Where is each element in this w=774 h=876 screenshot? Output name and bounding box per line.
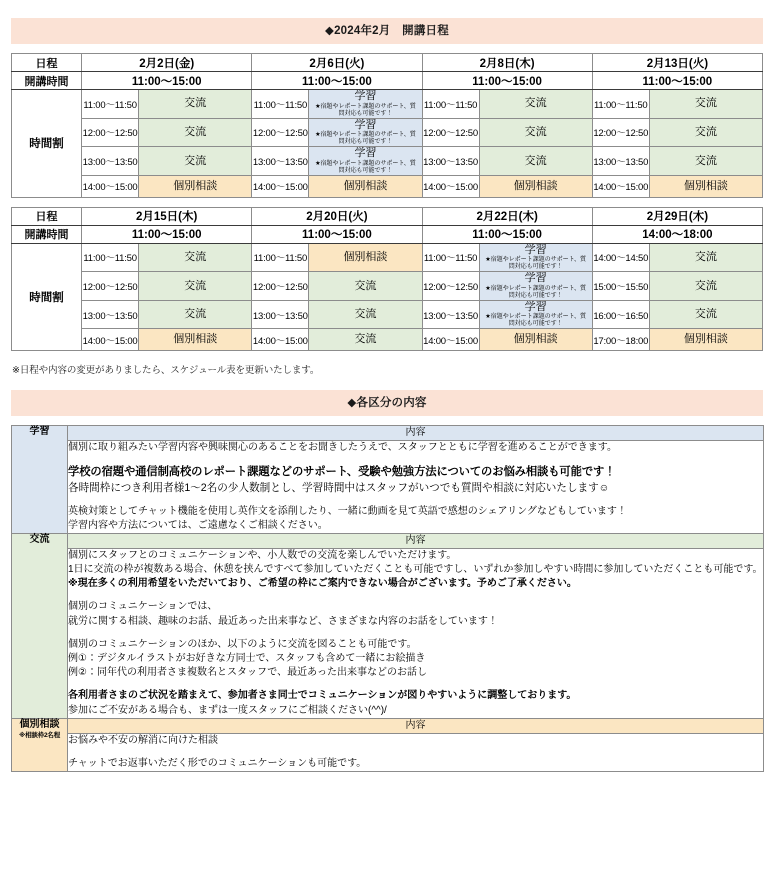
slot-activity-consult: 個別相談 xyxy=(309,175,422,197)
detail-column-header: 内容 xyxy=(68,426,764,441)
slot-time: 14:00〜15:00 xyxy=(252,329,309,351)
slot-activity-exchange: 交流 xyxy=(139,118,252,147)
detail-paragraph: 例②：同年代の利用者さま複数名とスタッフで、最近あった出来事などのお話し xyxy=(68,667,427,679)
detail-body-row xyxy=(12,548,764,718)
slot-activity-title: 学習 xyxy=(524,243,547,256)
slot-activity-study xyxy=(479,272,592,301)
detail-paragraph: 例①：デジタルイラストがお好きな方同士で、スタッフも含めて一緒にお絵描き xyxy=(68,653,426,665)
slot-activity-exchange: 交流 xyxy=(479,147,592,176)
slot-activity-exchange: 交流 xyxy=(309,329,422,351)
slot-activity-exchange: 交流 xyxy=(309,272,422,301)
detail-paragraph: 1日に交流の枠が複数ある場合、休憩を挟んですべて参加していただくことも可能ですし、いずれか参加しやすい時間に参加していただくことも可能です。 xyxy=(68,564,763,576)
detail-category-label-text: 交流 xyxy=(29,533,50,545)
slot-time: 13:00〜13:50 xyxy=(82,300,139,329)
schedule-opentime-cell: 11:00〜15:00 xyxy=(82,225,252,243)
schedule-slot-row xyxy=(12,272,763,301)
slot-time: 14:00〜15:00 xyxy=(422,329,479,351)
schedule-section-banner: ◆2024年2月 開講日程 xyxy=(11,18,763,44)
slot-activity-exchange: 交流 xyxy=(309,300,422,329)
slot-time: 12:00〜12:50 xyxy=(82,272,139,301)
slot-activity-consult: 個別相談 xyxy=(649,175,762,197)
slot-activity-exchange: 交流 xyxy=(649,147,762,176)
slot-activity-exchange: 交流 xyxy=(649,118,762,147)
schedule-date-cell: 2月8日(木) xyxy=(422,54,592,72)
detail-paragraph: 学校の宿題や通信制高校のレポート課題などのサポート、受験や勉強方法についてのお悩み相談も可能です！ xyxy=(68,466,616,479)
slot-activity-exchange: 交流 xyxy=(649,272,762,301)
slot-activity-title: 学習 xyxy=(524,272,547,285)
schedule-opentime-cell: 11:00〜15:00 xyxy=(422,72,592,90)
schedule-date-cell: 2月13日(火) xyxy=(592,54,762,72)
detail-header-row xyxy=(12,533,764,548)
detail-paragraph: 学習内容や方法については、ご遠慮なくご相談ください。 xyxy=(68,519,328,531)
slot-activity-exchange: 交流 xyxy=(479,90,592,119)
slot-activity-exchange: 交流 xyxy=(139,243,252,272)
slot-activity-exchange: 交流 xyxy=(139,300,252,329)
label-timetable: 時間割 xyxy=(12,243,82,351)
slot-activity-study xyxy=(479,300,592,329)
schedule-footnote: ※日程や内容の変更がありましたら、スケジュール表を更新いたします。 xyxy=(12,365,320,377)
detail-section-banner: ◆各区分の内容 xyxy=(11,390,763,416)
schedule-slot-row xyxy=(12,147,763,176)
slot-activity-exchange: 交流 xyxy=(139,90,252,119)
detail-paragraph: 就労に関する相談、趣味のお話、最近あった出来事など、さまざまな内容のお話をしています！ xyxy=(68,615,498,627)
schedule-table xyxy=(11,53,763,198)
slot-time: 11:00〜11:50 xyxy=(82,243,139,272)
slot-time: 11:00〜11:50 xyxy=(422,243,479,272)
slot-time: 11:00〜11:50 xyxy=(592,90,649,119)
slot-activity-study xyxy=(309,147,422,176)
slot-time: 14:00〜15:00 xyxy=(422,175,479,197)
schedule-opentime-cell: 14:00〜18:00 xyxy=(592,225,762,243)
detail-paragraph: 個別にスタッフとのコミュニケーションや、小人数での交流を楽しんでいただけます。 xyxy=(68,549,457,561)
detail-category-body xyxy=(68,441,764,534)
slot-time: 13:00〜13:50 xyxy=(82,147,139,176)
schedule-date-cell: 2月2日(金) xyxy=(82,54,252,72)
slot-activity-consult: 個別相談 xyxy=(479,329,592,351)
slot-time: 16:00〜16:50 xyxy=(592,300,649,329)
label-date: 日程 xyxy=(12,54,82,72)
detail-category-label-text: 学習 xyxy=(29,426,50,438)
detail-paragraph: 個別に取り組みたい学習内容や興味関心のあることをお聞きしたうえで、スタッフとともに学習を進めることができます。 xyxy=(68,442,617,454)
slot-activity-consult: 個別相談 xyxy=(479,175,592,197)
slot-time: 15:00〜15:50 xyxy=(592,272,649,301)
slot-time: 11:00〜11:50 xyxy=(82,90,139,119)
detail-category-body xyxy=(68,733,764,771)
slot-activity-note: ★宿題やレポート課題のサポート、質問対応も可能です！ xyxy=(315,102,416,117)
slot-time: 12:00〜12:50 xyxy=(252,272,309,301)
slot-time: 13:00〜13:50 xyxy=(252,300,309,329)
slot-activity-note: ★宿題やレポート課題のサポート、質問対応も可能です！ xyxy=(485,313,587,328)
schedule-table xyxy=(11,207,763,352)
detail-category-label xyxy=(12,533,68,718)
slot-time: 11:00〜11:50 xyxy=(252,243,309,272)
slot-time: 12:00〜12:50 xyxy=(422,118,479,147)
slot-activity-exchange: 交流 xyxy=(649,90,762,119)
detail-paragraph: 個別のコミュニケーションのほか、以下のように交流を図ることも可能です。 xyxy=(68,638,417,650)
slot-time: 12:00〜12:50 xyxy=(422,272,479,301)
detail-column-header: 内容 xyxy=(68,718,764,733)
schedule-date-row xyxy=(12,207,763,225)
slot-activity-exchange: 交流 xyxy=(649,300,762,329)
slot-time: 14:00〜15:00 xyxy=(82,329,139,351)
detail-body-row xyxy=(12,441,764,534)
detail-header-row xyxy=(12,718,764,733)
schedule-slot-row xyxy=(12,175,763,197)
label-open-time: 開講時間 xyxy=(12,225,82,243)
detail-column-header: 内容 xyxy=(68,533,764,548)
schedule-slot-row xyxy=(12,300,763,329)
schedule-tables-container xyxy=(11,53,763,351)
schedule-date-row xyxy=(12,54,763,72)
slot-time: 14:00〜14:50 xyxy=(592,243,649,272)
slot-time: 13:00〜13:50 xyxy=(252,147,309,176)
slot-activity-consult: 個別相談 xyxy=(139,175,252,197)
slot-time: 11:00〜11:50 xyxy=(252,90,309,119)
detail-category-label xyxy=(12,426,68,534)
schedule-opentime-cell: 11:00〜15:00 xyxy=(252,225,422,243)
page-root xyxy=(0,18,774,876)
detail-header-row xyxy=(12,426,764,441)
schedule-slot-row xyxy=(12,90,763,119)
slot-activity-title: 学習 xyxy=(524,300,547,313)
schedule-date-cell: 2月15日(木) xyxy=(82,207,252,225)
schedule-opentime-cell: 11:00〜15:00 xyxy=(422,225,592,243)
slot-activity-consult: 個別相談 xyxy=(649,329,762,351)
label-open-time: 開講時間 xyxy=(12,72,82,90)
schedule-slot-row xyxy=(12,243,763,272)
slot-activity-study xyxy=(309,118,422,147)
detail-category-sublabel: ※相談枠2名程 xyxy=(18,732,61,740)
detail-body-row xyxy=(12,733,764,771)
slot-time: 12:00〜12:50 xyxy=(592,118,649,147)
detail-paragraph: ※現在多くの利用希望をいただいており、ご希望の枠にご案内できない場合がございます。予めご了承ください。 xyxy=(68,578,577,590)
slot-activity-note: ★宿題やレポート課題のサポート、質問対応も可能です！ xyxy=(485,256,587,271)
slot-activity-title: 学習 xyxy=(354,90,377,102)
detail-table xyxy=(11,425,764,772)
slot-activity-consult: 個別相談 xyxy=(139,329,252,351)
slot-time: 13:00〜13:50 xyxy=(422,300,479,329)
detail-paragraph: 各利用者さまのご状況を踏まえて、参加者さま同士でコミュニケーションが図りやすいように調整しております。 xyxy=(68,690,577,702)
schedule-slot-row xyxy=(12,329,763,351)
schedule-opentime-cell: 11:00〜15:00 xyxy=(592,72,762,90)
slot-time: 13:00〜13:50 xyxy=(422,147,479,176)
slot-time: 12:00〜12:50 xyxy=(252,118,309,147)
slot-time: 14:00〜15:00 xyxy=(252,175,309,197)
slot-time: 11:00〜11:50 xyxy=(422,90,479,119)
slot-activity-exchange: 交流 xyxy=(139,272,252,301)
slot-activity-note: ★宿題やレポート課題のサポート、質問対応も可能です！ xyxy=(315,159,416,174)
label-timetable: 時間割 xyxy=(12,90,82,198)
slot-activity-study xyxy=(479,243,592,272)
detail-category-body xyxy=(68,548,764,718)
detail-category-label-text: 個別相談 xyxy=(19,718,60,730)
schedule-date-cell: 2月29日(木) xyxy=(592,207,762,225)
slot-time: 12:00〜12:50 xyxy=(82,118,139,147)
slot-activity-study xyxy=(309,90,422,119)
detail-table-container xyxy=(11,425,763,772)
slot-activity-note: ★宿題やレポート課題のサポート、質問対応も可能です！ xyxy=(485,284,587,299)
slot-time: 14:00〜15:00 xyxy=(592,175,649,197)
detail-paragraph: お悩みや不安の解消に向けた相談 xyxy=(68,734,218,746)
slot-activity-note: ★宿題やレポート課題のサポート、質問対応も可能です！ xyxy=(315,131,416,146)
slot-time: 13:00〜13:50 xyxy=(592,147,649,176)
slot-activity-consult: 個別相談 xyxy=(309,243,422,272)
detail-category-label xyxy=(12,718,68,771)
schedule-opentime-cell: 11:00〜15:00 xyxy=(82,72,252,90)
slot-time: 14:00〜15:00 xyxy=(82,175,139,197)
slot-activity-exchange: 交流 xyxy=(649,243,762,272)
schedule-date-cell: 2月6日(火) xyxy=(252,54,422,72)
detail-paragraph: 個別のコミュニケーションでは、 xyxy=(68,601,218,613)
slot-time: 17:00〜18:00 xyxy=(592,329,649,351)
slot-activity-exchange: 交流 xyxy=(479,118,592,147)
schedule-slot-row xyxy=(12,118,763,147)
schedule-opentime-row xyxy=(12,72,763,90)
slot-activity-title: 学習 xyxy=(354,118,377,131)
detail-paragraph: 英検対策としてチャット機能を使用し英作文を添削したり、一緒に動画を見て英語で感想のシェアリングなどもしています！ xyxy=(68,505,627,517)
detail-paragraph: 参加にご不安がある場合も、まずは一度スタッフにご相談ください(^^)/ xyxy=(68,704,387,716)
schedule-opentime-row xyxy=(12,225,763,243)
slot-activity-title: 学習 xyxy=(354,147,377,160)
schedule-date-cell: 2月22日(木) xyxy=(422,207,592,225)
schedule-date-cell: 2月20日(火) xyxy=(252,207,422,225)
label-date: 日程 xyxy=(12,207,82,225)
slot-activity-exchange: 交流 xyxy=(139,147,252,176)
detail-paragraph: 各時間枠につき利用者様1〜2名の少人数制とし、学習時間中はスタッフがいつでも質問や相談に対応いたします☺ xyxy=(68,481,610,494)
detail-paragraph: チャットでお返事いただく形でのコミュニケーションも可能です。 xyxy=(68,757,367,769)
schedule-opentime-cell: 11:00〜15:00 xyxy=(252,72,422,90)
